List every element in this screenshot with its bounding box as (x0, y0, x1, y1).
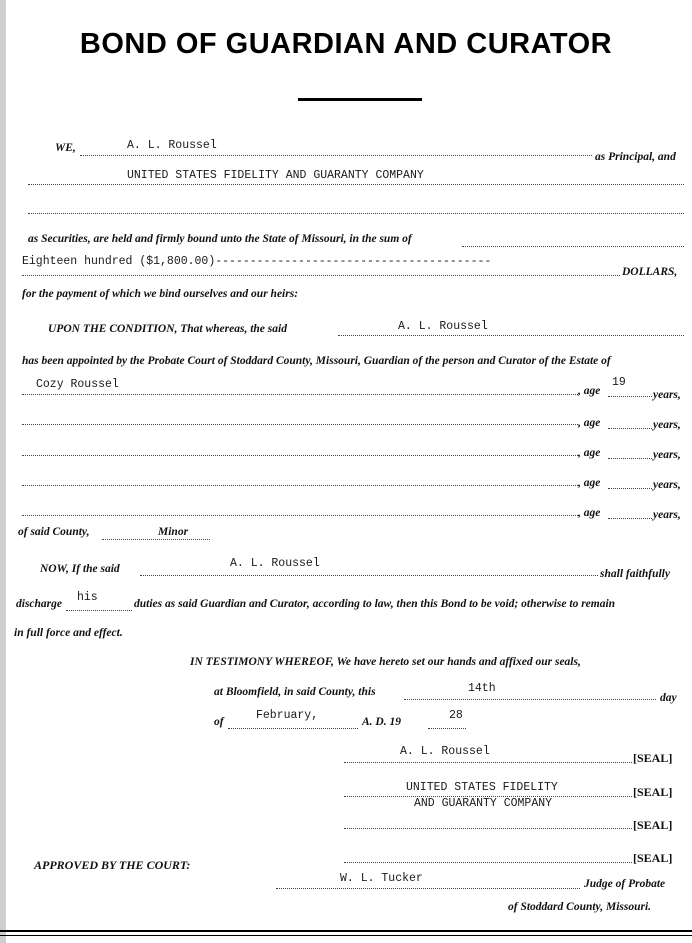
ward-age-label-2: , age (578, 417, 601, 429)
signature-2-line1: UNITED STATES FIDELITY (406, 781, 558, 794)
ward-years-label-5: years, (653, 509, 681, 521)
principal-name: A. L. Roussel (127, 139, 217, 152)
county-value-line (102, 539, 210, 540)
seal-4: [SEAL] (633, 851, 673, 865)
county-title: of Stoddard County, Missouri. (508, 901, 652, 913)
judge-line (276, 888, 580, 889)
ward-age-line-3 (608, 458, 652, 459)
ad-label: A. D. 19 (362, 716, 401, 728)
condition-name: A. L. Roussel (398, 320, 488, 333)
ward-line-1 (22, 394, 578, 395)
discharge-label: discharge (16, 598, 62, 610)
testimony-lead: IN TESTIMONY WHEREOF, We have hereto set our hands and affixed our seals, (190, 656, 581, 668)
we-label: WE, (55, 142, 76, 154)
ward-age-1: 19 (612, 376, 626, 389)
county-label: of said County, (18, 526, 90, 538)
of-label: of (214, 716, 224, 728)
ward-line-3 (22, 455, 578, 456)
signature-line-3 (344, 828, 632, 829)
bottom-rule-thin (0, 935, 692, 936)
ward-age-label-4: , age (578, 477, 601, 489)
now-lead: NOW, If the said (40, 563, 120, 575)
surety-line (28, 184, 684, 185)
bond-amount: Eighteen hundred ($1,800.00)---------------------------------------- (22, 255, 492, 268)
appointed-text: has been appointed by the Probate Court of Stoddard County, Missouri, Guardian of the person and Curator of the Estate of (22, 355, 611, 367)
approval-label: APPROVED BY THE COURT: (34, 858, 191, 872)
as-principal-label: as Principal, and (595, 151, 676, 163)
seal-1: [SEAL] (633, 751, 673, 765)
judge-name: W. L. Tucker (340, 872, 423, 885)
ward-years-label-4: years, (653, 479, 681, 491)
amount-line (22, 275, 620, 276)
day-value: 14th (468, 682, 496, 695)
signature-2-line2: AND GUARANTY COMPANY (414, 797, 553, 810)
duties-text: duties as said Guardian and Curator, according to law, then this Bond to be void; otherwise to remain (134, 598, 616, 610)
day-label: day (660, 692, 677, 704)
pronoun: his (77, 591, 98, 604)
payment-text: for the payment of which we bind ourselves and our heirs: (22, 288, 299, 300)
ward-years-label-3: years, (653, 449, 681, 461)
blank-line (28, 213, 684, 214)
year: 28 (449, 709, 463, 722)
signature-line-1 (344, 762, 632, 763)
ward-age-label-3: , age (578, 447, 601, 459)
judge-title: Judge of Probate (584, 878, 666, 890)
ward-age-line-1 (608, 396, 652, 397)
condition-lead: UPON THE CONDITION, That whereas, the said (48, 323, 287, 335)
shall-label: shall faithfully (600, 568, 670, 580)
month: February, (256, 709, 319, 722)
force-text: in full force and effect. (14, 627, 123, 639)
document-title: BOND OF GUARDIAN AND CURATOR (79, 28, 613, 60)
ward-line-2 (22, 424, 578, 425)
year-line (428, 728, 466, 729)
signature-1: A. L. Roussel (400, 745, 490, 758)
sum-line (462, 246, 684, 247)
ward-years-label-2: years, (653, 419, 681, 431)
title-underline (298, 98, 422, 101)
now-name: A. L. Roussel (230, 557, 320, 570)
ward-age-label-1: , age (578, 385, 601, 397)
dollars-label: DOLLARS, (622, 266, 678, 278)
seal-3: [SEAL] (633, 818, 673, 832)
ward-age-line-2 (608, 428, 652, 429)
condition-name-line (338, 335, 684, 336)
now-name-line (140, 575, 598, 576)
ward-line-4 (22, 485, 578, 486)
month-line (228, 728, 358, 729)
ward-name-1: Cozy Roussel (36, 378, 119, 391)
ward-age-label-5: , age (578, 507, 601, 519)
ward-years-label-1: years, (653, 389, 681, 401)
county-value: Minor (158, 526, 189, 538)
securities-text: as Securities, are held and firmly bound unto the State of Missouri, in the sum of (28, 233, 412, 245)
day-line (404, 699, 656, 700)
ward-line-5 (22, 515, 578, 516)
scan-edge (0, 0, 6, 943)
ward-age-line-4 (608, 488, 652, 489)
testimony-at-text: at Bloomfield, in said County, this (214, 686, 376, 698)
ward-age-line-5 (608, 518, 652, 519)
seal-2: [SEAL] (633, 785, 673, 799)
principal-line (80, 155, 592, 156)
bottom-rule (0, 930, 692, 932)
pronoun-line (66, 610, 132, 611)
signature-line-4 (344, 862, 632, 863)
surety-name: UNITED STATES FIDELITY AND GUARANTY COMPANY (127, 169, 424, 182)
